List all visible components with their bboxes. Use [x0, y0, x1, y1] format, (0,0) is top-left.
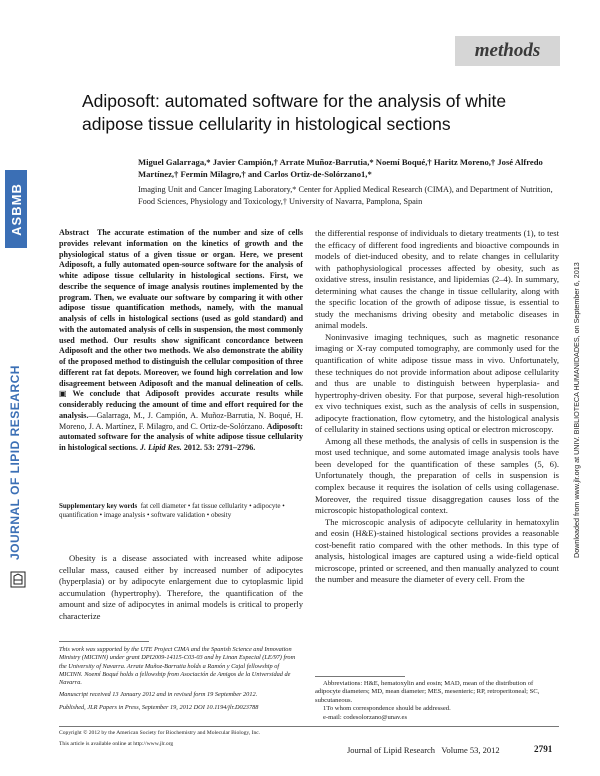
section-badge: methods	[455, 36, 560, 66]
publication-note: Published, JLR Papers in Press, September 19, 2012 DOI 10.1194/jlr.D023788	[59, 703, 259, 711]
paragraph: the differential response of individuals to dietary treatments (1), to test the efficacy of different food ingredients and bioactive compounds in models of diet-induced obesity, and to relate changes in cellularity with pathophysiological processes affected by obesity, such as oxidative stress, insulin resistance, and lipidemias (2–4). In summary, determining what causes the change in tissue cellularity, along with the specific location of the growth of adipose tissue, is essential to study the mechanisms driving obesity and metabolic diseases in animal models.	[315, 228, 559, 331]
affiliation: Imaging Unit and Cancer Imaging Laboratory,* Center for Applied Medical Research (CIMA), and Department of Nutrition, Food Sciences, Physiology and Toxicology,† University of Navarra, Pamplona, Spain	[138, 185, 553, 206]
footer-rule	[59, 726, 559, 727]
lock-icon	[10, 570, 26, 588]
download-note: Downloaded from www.jlr.org at UNIV. BIBLIOTECA HUMANIDADES, on September 6, 2013	[572, 262, 581, 558]
article-title: Adiposoft: automated software for the analysis of white adipose tissue cellularity in histological sections	[82, 91, 507, 134]
manuscript-dates: Manuscript received 13 January 2012 and in revised form 19 September 2012.	[59, 691, 258, 699]
funding-note: This work was supported by the UTE Project CIMA and the Spanish Science and Innovation Ministry (MICINN) under grant DPI2009-14115-C03-03 and by Linan Especial (LE/97) from the University of Navarra. Arrate Muñoz-Barrutia holds a Ramón y Cajal fellowship of MICINN. Noemí Boqué holds a fellowship from Asociación de Amigos de la Universidad de Navarra.	[59, 646, 296, 687]
abstract: Abstract The accurate estimation of the number and size of cells provides relevant information on the kinetics of growth and the physiological status of a given tissue or organ. Here, we present Adiposoft, a fully automated open-source software for the analysis of white adipose tissue cellularity in histological sections. First, we describe the sequence of image analysis routines implemented by the program. Then, we evaluate our software by comparing it with other adipose tissue quantification methods, namely, with the manual analysis of cells in histological sections (used as gold standard) and with the automated analysis of cells in suspension, the most commonly used method. Our results show significant concordance between Adiposoft and the other two methods. We also demonstrate the ability of the proposed method to distinguish the cellular composition of three different rat fat depots. Moreover, we found high correlation and low disagreement between Adiposoft and the manual delineation of cells. ▣ We conclude that Adiposoft provides accurate results while considerably reducing the amount of time and effort required for the analysis.—Galarraga, M., J. Campión, A. Muñoz-Barrutia, N. Boqué, H. Moreno, J. A. Martínez, F. Milagro, and C. Ortiz-de-Solórzano. Adiposoft: automated software for the analysis of white adipose tissue cellularity in histological sections. J. Lipid Res. 2012. 53: 2791–2796.	[59, 228, 303, 452]
footnote-rule	[59, 641, 149, 642]
paragraph: The microscopic analysis of adipocyte cellularity in hematoxylin and eosin (H&E)-stained histological sections provides a reasonable cost-benefit ratio compared with the other methods. In this type of analysis, histological images are captured using a wide-field optical microscope, printed or screened, and then manually analyzed to count the number and measure the diameter of every cell. From the	[315, 516, 559, 585]
intro-paragraph: Obesity is a disease associated with increased white adipose cellular mass, caused either by increased number of adipocytes (hyperplasia) or by adipocyte enlargement due to cytoplasmic lipid accumulation (hypertrophy). Therefore, the quantification of the amount and size of adipocytes in animal models is critical to properly characterize	[59, 553, 303, 621]
footnote-rule	[315, 676, 405, 677]
author-list: Miguel Galarraga,* Javier Campión,† Arrate Muñoz-Barrutia,* Noemí Boqué,† Haritz Moreno,† José Alfredo Martínez,† Fermín Milagro,† and Carlos Ortiz-de-Solórzano1,*	[138, 157, 543, 179]
email: e-mail: codesolorzano@unav.es	[323, 713, 408, 721]
footnotes-right	[315, 680, 559, 722]
journal-sidebar-title: JOURNAL OF LIPID RESEARCH	[8, 365, 22, 560]
paragraph: Noninvasive imaging techniques, such as magnetic resonance imaging or X-ray computed tomography, are commonly used for the quantification of white adipose tissue mass in vivo. Unfortunately, these techniques do not provide information about adipose cellularity and thus are unable to distinguish between hyperplasia- and hypertrophy-driven obesity. For that purpose, several high-resolution ex vivo techniques exist, such as the analysis of cells in suspension, adipocyte fractionation, flow cytometry, and the histological analysis of cellularity in stained sections using optical or electron microscopy.	[315, 331, 559, 435]
page-number: 2791	[534, 744, 553, 754]
keywords: Supplementary key words fat cell diameter • fat tissue cellularity • adipocyte • quantification • image analysis • software validation • obesity	[59, 502, 285, 519]
paragraph: Among all these methods, the analysis of cells in suspension is the most used technique, and some automated image analysis tools have been developed for the quantification of these samples (5, 6). Unfortunately though, the preparation of cells in suspension is complex because it requires the isolation of cells using collagenase. Moreover, the required tissue disaggregation causes loss of the microscopic histopathological context.	[315, 435, 559, 516]
asbmb-logo: ASBMB	[5, 170, 27, 248]
online-note: This article is available online at http://www.jlr.org	[59, 741, 174, 747]
abbreviations: Abbreviations: H&E, hematoxylin and eosin; MAD, mean of the distribution of adipocyte diameters; MD, mean diameter; MES, mesenteric; RP, retroperitoneal; SC, subcutaneous.	[315, 680, 540, 704]
journal-footer: Journal of Lipid Research Volume 53, 2012	[347, 745, 500, 755]
footnotes-left	[59, 646, 303, 716]
copyright: Copyright © 2012 by the American Society for Biochemistry and Molecular Biology, Inc.	[59, 730, 261, 736]
body-text	[315, 228, 559, 586]
correspondence: 1To whom correspondence should be addressed.	[323, 705, 451, 713]
